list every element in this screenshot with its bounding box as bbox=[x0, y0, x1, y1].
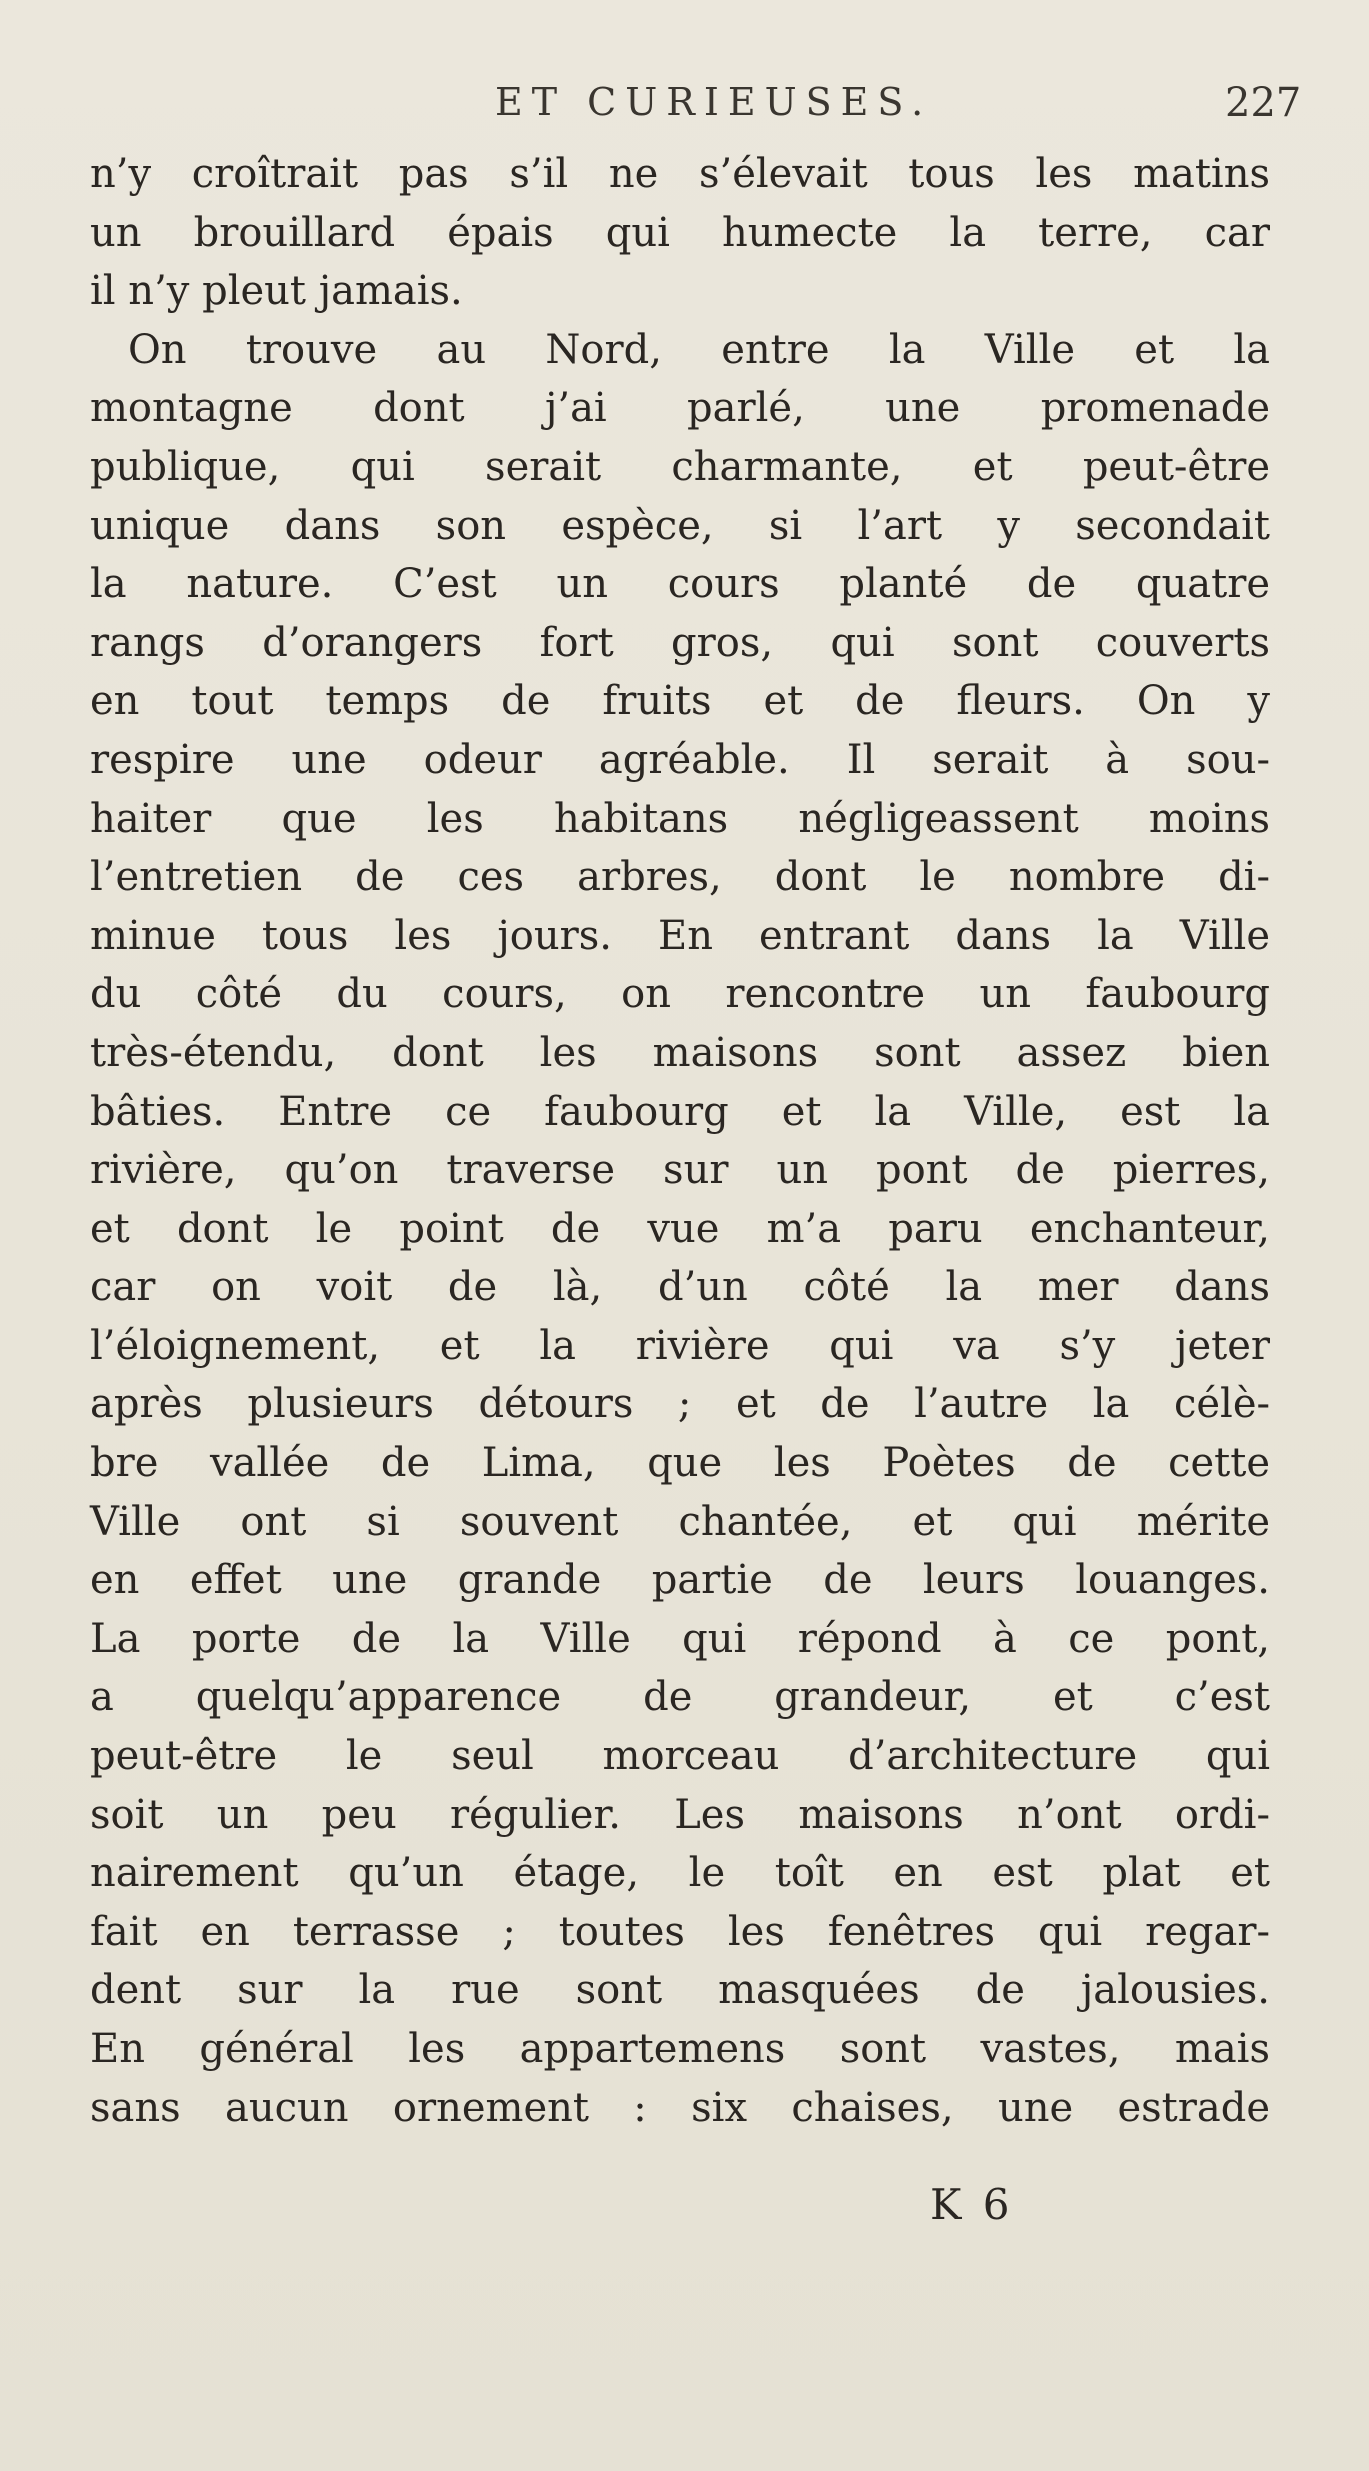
running-head bbox=[0, 80, 1369, 140]
body-text bbox=[90, 145, 1270, 2137]
text-line: fait en terrasse ; toutes les fenêtres qui regar- bbox=[90, 1908, 1270, 1955]
text-line: rangs d’orangers fort gros, qui sont couverts bbox=[90, 619, 1270, 666]
text-line: car on voit de là, d’un côté la mer dans bbox=[90, 1264, 1270, 1311]
text-line: Ville ont si souvent chantée, et qui mérite bbox=[90, 1498, 1270, 1545]
text-line: du côté du cours, on rencontre un faubourg bbox=[90, 971, 1270, 1018]
text-line: On trouve au Nord, entre la Ville et la bbox=[128, 326, 1270, 373]
text-line: bâties. Entre ce faubourg et la Ville, est la bbox=[90, 1088, 1270, 1135]
text-line: il n’y pleut jamais. bbox=[90, 268, 463, 315]
text-line: très-étendu, dont les maisons sont assez bien bbox=[90, 1029, 1270, 1076]
text-line: la nature. C’est un cours planté de quatre bbox=[90, 561, 1270, 608]
text-line: après plusieurs détours ; et de l’autre la célè- bbox=[90, 1381, 1270, 1428]
text-line: La porte de la Ville qui répond à ce pont, bbox=[90, 1615, 1270, 1662]
text-line: en tout temps de fruits et de fleurs. On y bbox=[90, 678, 1270, 725]
text-line: dent sur la rue sont masquées de jalousies. bbox=[90, 1967, 1270, 2014]
text-line: rivière, qu’on traverse sur un pont de pierres, bbox=[90, 1147, 1270, 1194]
text-line: nairement qu’un étage, le toît en est plat et bbox=[90, 1850, 1270, 1897]
text-line: n’y croîtrait pas s’il ne s’élevait tous les matins bbox=[90, 151, 1270, 197]
running-title: ET CURIEUSES. bbox=[495, 80, 933, 124]
text-line: un brouillard épais qui humecte la terre, car bbox=[90, 209, 1270, 256]
text-line: respire une odeur agréable. Il serait à sou- bbox=[90, 736, 1270, 783]
text-line: en effet une grande partie de leurs louanges. bbox=[90, 1557, 1270, 1604]
text-line: l’entretien de ces arbres, dont le nombre di- bbox=[90, 854, 1270, 901]
text-line: et dont le point de vue m’a paru enchanteur, bbox=[90, 1205, 1270, 1252]
text-line: a quelqu’apparence de grandeur, et c’est bbox=[90, 1674, 1270, 1721]
signature-mark: K 6 bbox=[930, 2180, 1014, 2229]
text-line: peut-être le seul morceau d’architecture qui bbox=[90, 1733, 1270, 1780]
text-line: haiter que les habitans négligeassent moins bbox=[90, 795, 1270, 842]
text-line: bre vallée de Lima, que les Poètes de cette bbox=[90, 1440, 1270, 1487]
text-line: minue tous les jours. En entrant dans la Ville bbox=[90, 912, 1270, 959]
text-line: publique, qui serait charmante, et peut-être bbox=[90, 443, 1270, 490]
text-line: montagne dont j’ai parlé, une promenade bbox=[90, 385, 1270, 432]
text-line: sans aucun ornement : six chaises, une estrade bbox=[90, 2084, 1270, 2131]
text-line: soit un peu régulier. Les maisons n’ont ordi- bbox=[90, 1791, 1270, 1838]
text-line: unique dans son espèce, si l’art y secondait bbox=[90, 502, 1270, 549]
text-line: l’éloignement, et la rivière qui va s’y jeter bbox=[90, 1322, 1270, 1369]
text-line: En général les appartemens sont vastes, mais bbox=[90, 2026, 1270, 2072]
page-number: 227 bbox=[1225, 80, 1302, 126]
